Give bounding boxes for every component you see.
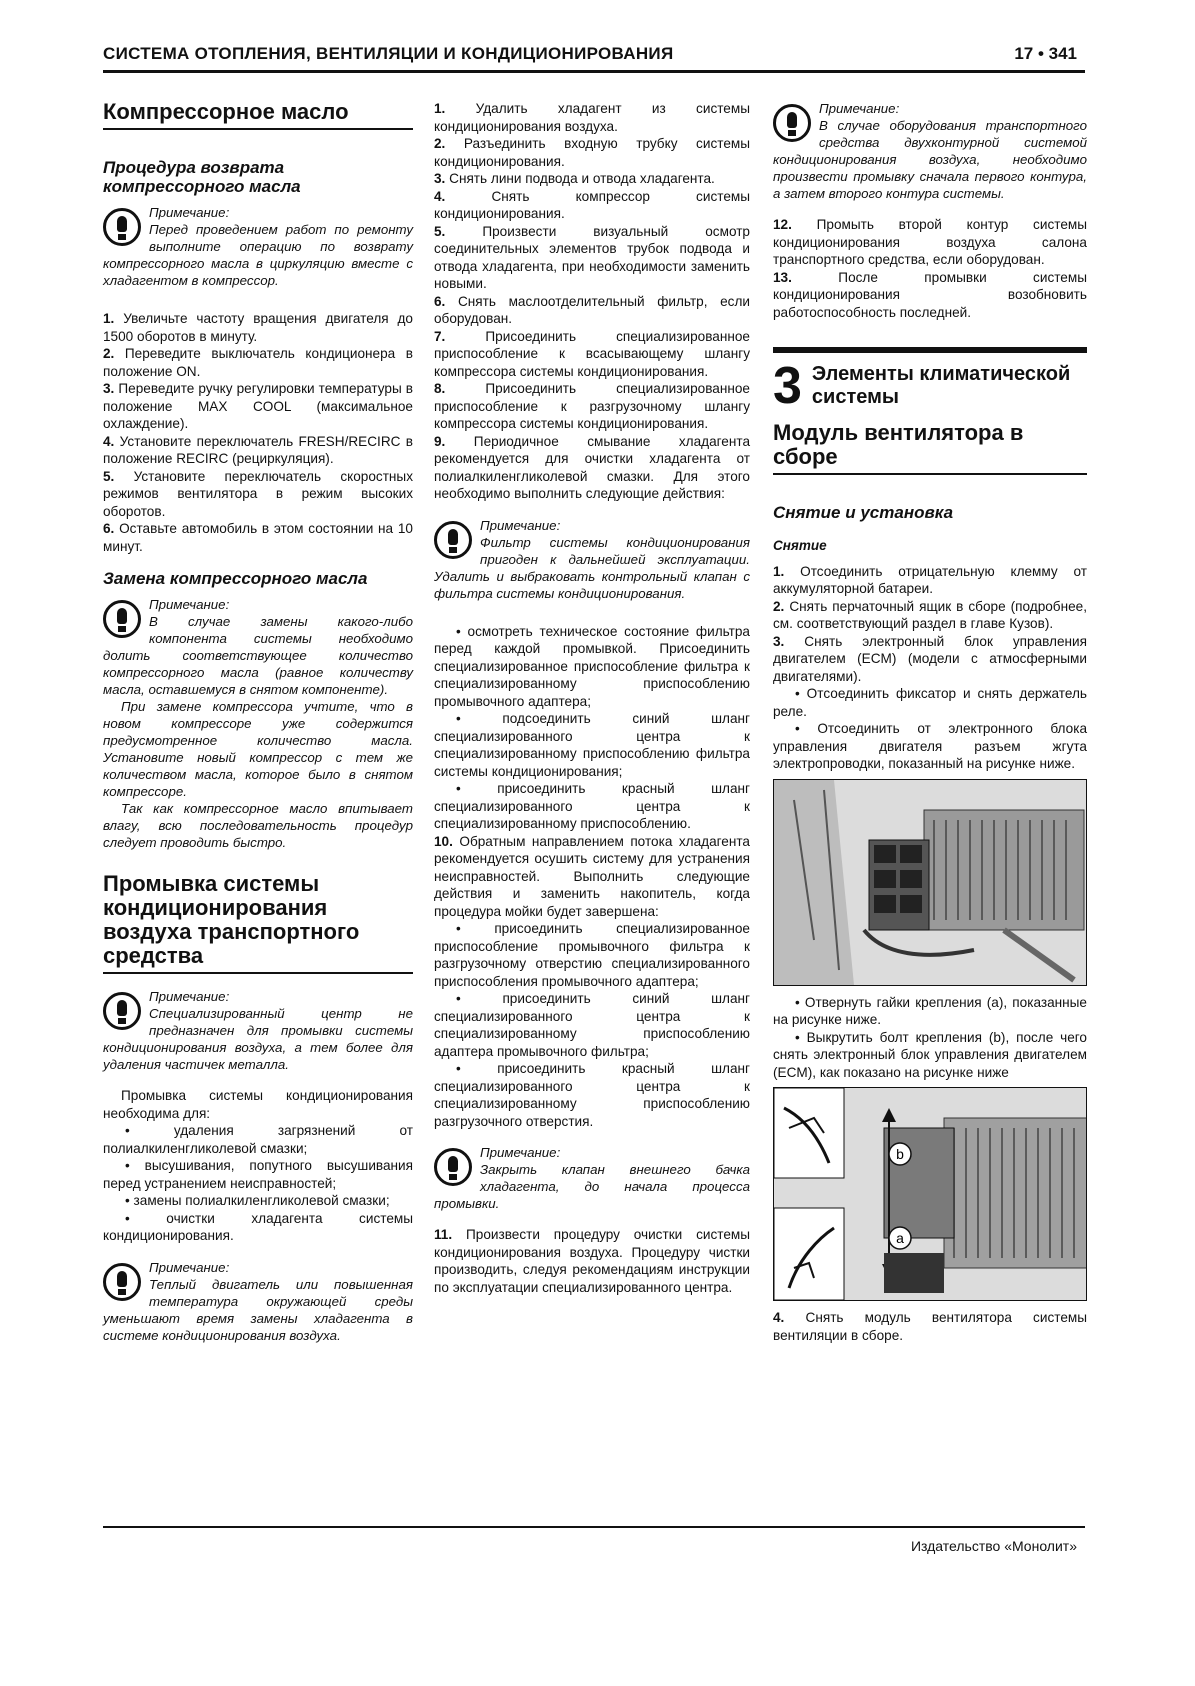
note-label: Примечание:	[149, 205, 230, 220]
list-item: 3. Переведите ручку регулировки температуры в положение MAX COOL (максимальное охлаждение).	[103, 381, 414, 431]
note-text: Закрыть клапан внешнего бачка хладагента, до начала процесса промывки.	[434, 1162, 750, 1211]
list-item: • присоединить синий шланг специализированного центра к специализированному приспособлению адаптера промывочного фильтра;	[434, 991, 750, 1059]
list-item: 3. Снять лини подвода и отвода хладагента.	[434, 171, 715, 186]
list-item: 2. Разъединить входную трубку системы кондиционирования.	[434, 136, 750, 169]
warning-bulb-icon	[434, 521, 472, 559]
footer-rule	[103, 1526, 1085, 1528]
header-rule	[103, 70, 1085, 73]
list-item: • удаления загрязнений от полиалкиленгликолевой смазки;	[103, 1123, 413, 1156]
list-item: 4. Снять компрессор системы кондиционирования.	[434, 188, 750, 221]
note-text: Перед проведением работ по ремонту выполните операцию по возврату компрессорного масла в циркуляцию вместе с хладагентом в компрессор.	[103, 222, 413, 288]
warning-bulb-icon	[434, 1148, 472, 1186]
section-number: 3	[773, 357, 802, 415]
note	[103, 988, 413, 1073]
list-item: 8. Присоединить специализированное приспособление к разгрузочному шлангу компрессора системы кондиционирования.	[434, 381, 750, 431]
note	[434, 1144, 750, 1212]
photo-ecm-connector	[774, 780, 1087, 985]
list-item: 5. Произвести визуальный осмотр соединительных элементов трубок подвода и отвода хладагента, при необходимости заменить новыми.	[434, 223, 750, 291]
paragraph: Промывка системы кондиционирования необходима для:	[103, 1088, 413, 1121]
heading-flushing: Промывка системы кондиционирования воздуха транспортного средства	[103, 872, 413, 974]
warning-bulb-icon	[773, 104, 811, 142]
list-item: • высушивания, попутного высушивания перед устранением неисправностей;	[103, 1158, 413, 1191]
list-item: • Отсоединить фиксатор и снять держатель реле.	[773, 686, 1087, 719]
list-item: 3. Снять электронный блок управления двигателем (ECM) (модели с атмосферными двигателями).	[773, 633, 1087, 684]
heading-oil-replacement: Замена компрессорного масла	[103, 569, 368, 588]
warning-bulb-icon	[103, 992, 141, 1030]
column-3	[773, 100, 1087, 1344]
list-item: • присоединить специализированное приспособление промывочного фильтра к разгрузочному отверстию специализированного приспособления промывочного адаптера;	[434, 921, 750, 989]
list-item: 6. Снять маслоотделительный фильтр, если оборудован.	[434, 293, 751, 326]
figure-ecm-connector	[773, 779, 1087, 986]
note-label: Примечание:	[149, 1259, 230, 1275]
page-number: 17 • 341	[1014, 44, 1077, 63]
warning-bulb-icon	[103, 1263, 141, 1301]
list-item: 10. Обратным направлением потока хладагента рекомендуется осушить систему для устранения неисправностей. Выполнить следующие действия и заменить накопитель, когда процедура мойки будет завершена:	[434, 833, 750, 919]
callout-a: a	[896, 1230, 904, 1246]
list-item: 5. Установите переключатель скоростных режимов вентилятора в режим высоких оборотов.	[103, 468, 413, 519]
list-item: • присоединить красный шланг специализированного центра к специализированному приспособлению разгрузочного отверстия.	[434, 1061, 750, 1129]
list-item: 2. Переведите выключатель кондиционера в положение ON.	[103, 346, 413, 379]
photo-ecm-removal	[774, 1088, 1087, 1300]
list-item: • Выкрутить болт крепления (b), после чего снять электронный блок управления двигателем (ECM), как показано на рисунке ниже	[773, 1029, 1087, 1080]
list-item: 6. Оставьте автомобиль в этом состоянии на 10 минут.	[103, 521, 413, 554]
list-item: 12. Промыть второй контур системы кондиционирования воздуха салона транспортного средства, если оборудован.	[773, 217, 1087, 267]
list-item: 4. Снять модуль вентилятора системы вентиляции в сборе.	[773, 1310, 1087, 1343]
note-text: В случае оборудования транспортного средства двухконтурной системой кондиционирования воздуха, необходимо произвести промывку сначала первого контура, а затем второго контура системы.	[773, 118, 1087, 201]
list-item: 1. Удалить хладагент из системы кондиционирования воздуха.	[434, 101, 750, 134]
warning-bulb-icon	[103, 600, 141, 638]
note-label: Примечание:	[819, 101, 900, 116]
list-item: 7. Присоединить специализированное приспособление к всасывающему шлангу компрессора системы кондиционирования.	[434, 328, 750, 379]
warning-bulb-icon	[103, 208, 141, 246]
list-item: 2. Снять перчаточный ящик в сборе (подробнее, см. соответствующий раздел в главе Кузов).	[773, 598, 1087, 631]
note-text: При замене компрессора учтите, что в новом компрессоре уже содержится предусмотренное количество масла. Установите новый компрессор с тем же количеством масла, которое было в снятом компрессоре.	[103, 699, 413, 799]
heading-removal-installation: Снятие и установка	[773, 503, 954, 522]
callout-b: b	[896, 1146, 904, 1162]
list-item: 11. Произвести процедуру очистки системы кондиционирования воздуха. Процедуру чистки производить, следуя рекомендациям инструкции по эксплуатации специализированного центра.	[434, 1227, 750, 1295]
note	[103, 596, 413, 851]
list-item: • Отвернуть гайки крепления (a), показанные на рисунке ниже.	[773, 994, 1087, 1027]
list-item: • осмотреть техническое состояние фильтра перед каждой промывкой. Присоединить специализированное приспособление фильтра к специализированному приспособлению промывочного адаптера;	[434, 623, 750, 709]
list-item: 1. Увеличьте частоту вращения двигателя до 1500 оборотов в минуту.	[103, 311, 413, 344]
list-item: • очистки хладагента системы кондиционирования.	[103, 1210, 413, 1243]
list-item: 4. Установите переключатель FRESH/RECIRC в положение RECIRC (рециркуляция).	[103, 433, 413, 466]
heading-fan-module: Модуль вентилятора в сборе	[773, 421, 1087, 475]
note	[103, 204, 413, 289]
note-label: Примечание:	[480, 517, 561, 533]
list-item: 1. Отсоединить отрицательную клемму от аккумуляторной батареи.	[773, 563, 1087, 596]
list-item: 9. Периодичное смывание хладагента рекомендуется для очистки хладагента от полиалкиленгликолевой смазки. Для этого необходимо выполнить следующие действия:	[434, 433, 750, 501]
figure-ecm-removal	[773, 1087, 1087, 1301]
heading-removal: Снятие	[773, 538, 827, 553]
note-label: Примечание:	[480, 1145, 561, 1160]
step-list	[103, 310, 413, 555]
heading-compressor-oil: Компрессорное масло	[103, 100, 413, 130]
section-title: Элементы климатической системы	[811, 363, 1071, 408]
column-1	[103, 100, 413, 1358]
heading-oil-return: Процедура возврата компрессорного масла	[103, 158, 301, 196]
header-title: СИСТЕМА ОТОПЛЕНИЯ, ВЕНТИЛЯЦИИ И КОНДИЦИОНИРОВАНИЯ	[103, 44, 674, 63]
list-item: • подсоединить синий шланг специализированного центра к специализированному приспособлению фильтра системы кондиционирования;	[434, 711, 750, 779]
section-heading	[773, 347, 1087, 415]
list-item: 13. После промывки системы кондиционирования возобновить работоспособность последней.	[773, 269, 1087, 320]
note-label: Примечание:	[149, 989, 230, 1004]
publisher-label: Издательство «Монолит»	[910, 1538, 1077, 1554]
list-item: • замены полиалкиленгликолевой смазки;	[125, 1193, 390, 1208]
column-2	[434, 100, 750, 1296]
note-text: Специализированный центр не предназначен для промывки системы кондиционирования воздуха, а тем более для удаления частичек металла.	[103, 1006, 413, 1072]
note	[434, 517, 750, 602]
note-text: Теплый двигатель или повышенная температура окружающей среды уменьшают время замены хладагента в системе кондиционирования воздуха.	[103, 1276, 413, 1343]
list-item: • присоединить красный шланг специализированного центра к специализированному приспособлению.	[434, 781, 750, 831]
note-text: В случае замены какого-либо компонента системы необходимо долить соответствующее количество компрессорного масла (равное количеству масла, оставшемуся в снятом компоненте).	[103, 614, 413, 697]
note-text: Так как компрессорное масло впитывает влагу, всю последовательность процедур следует проводить быстро.	[103, 801, 413, 850]
note-text: Фильтр системы кондиционирования пригоден к дальнейшей эксплуатации. Удалить и выбраковать контрольный клапан с фильтра системы кондиционирования.	[434, 534, 750, 601]
note-label: Примечание:	[149, 597, 230, 612]
list-item: • Отсоединить от электронного блока управления двигателя разъем жгута электропроводки, показанный на рисунке ниже.	[773, 721, 1087, 771]
note	[103, 1259, 413, 1344]
note	[773, 100, 1087, 202]
